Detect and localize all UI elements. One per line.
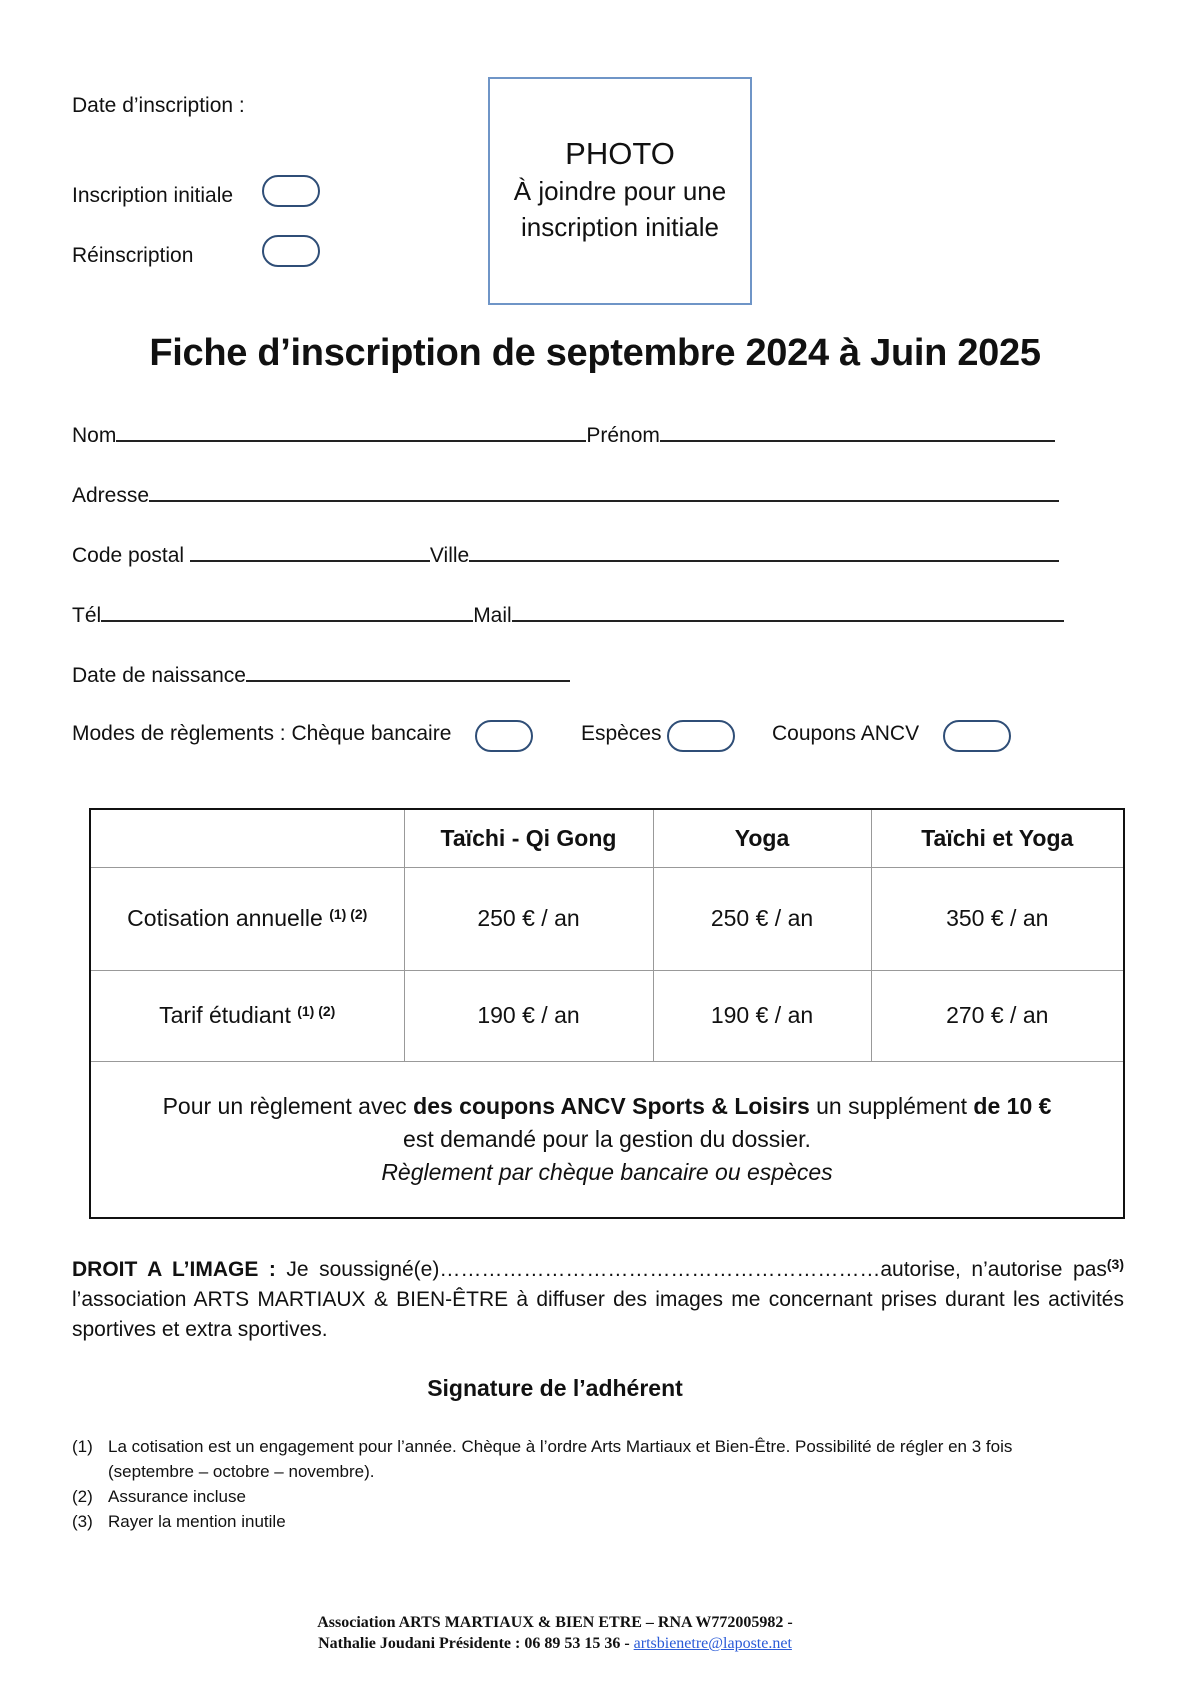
photo-line-1: À joindre pour une — [513, 176, 727, 206]
payment-label: Modes de règlements : Chèque bancaire — [72, 722, 452, 745]
mail-label: Mail — [473, 604, 512, 627]
prenom-field[interactable] — [660, 420, 1055, 442]
ancv-checkbox[interactable] — [943, 720, 1011, 752]
footnote-number: (3) — [72, 1512, 93, 1531]
droit-image-paragraph — [72, 1249, 1124, 1345]
note-bold-amount: de 10 € — [973, 1092, 1052, 1119]
especes-label: Espèces — [581, 722, 662, 745]
reinscription-label: Réinscription — [72, 244, 194, 267]
mail-field[interactable] — [512, 600, 1064, 622]
table-cell: 350 € / an — [871, 867, 1124, 970]
tel-mail-row — [72, 600, 1064, 629]
especes-checkbox[interactable] — [667, 720, 735, 752]
table-header-taichi-yoga: Taïchi et Yoga — [871, 809, 1124, 867]
ville-label: Ville — [429, 544, 470, 567]
naissance-row — [72, 660, 570, 689]
prenom-label: Prénom — [586, 424, 660, 447]
tel-field[interactable] — [101, 600, 473, 622]
inscription-initiale-checkbox[interactable] — [262, 175, 320, 207]
footer-line-2 — [0, 1633, 1110, 1654]
inscription-initiale-label: Inscription initiale — [72, 184, 234, 207]
nom-field[interactable] — [116, 420, 586, 442]
footnote-ref: (1) (2) — [297, 1003, 336, 1019]
tarifs-table — [89, 808, 1125, 1219]
ancv-label: Coupons ANCV — [772, 722, 920, 745]
note-text: Pour un règlement avec — [162, 1092, 414, 1119]
footer-line-1: Association ARTS MARTIAUX & BIEN ETRE – RNA W772005982 - — [317, 1614, 793, 1631]
footnote-text: Rayer la mention inutile — [108, 1512, 286, 1531]
ville-field[interactable] — [469, 540, 1059, 562]
cheque-checkbox[interactable] — [475, 720, 533, 752]
table-header-empty — [90, 809, 404, 867]
code-postal-ville-row — [72, 540, 1059, 569]
nom-prenom-row — [72, 420, 1055, 449]
date-inscription-label: Date d’inscription : — [72, 94, 245, 117]
footer-contact: Nathalie Joudani Présidente : 06 89 53 15 36 - — [318, 1635, 634, 1652]
footnote-2 — [72, 1484, 246, 1509]
footer — [0, 1612, 1110, 1654]
table-header-row — [90, 809, 1124, 867]
signature-label: Signature de l’adhérent — [427, 1375, 683, 1401]
note-text: un supplément — [809, 1092, 974, 1119]
photo-box — [488, 77, 752, 305]
reinscription-checkbox[interactable] — [262, 235, 320, 267]
note-line-2: est demandé pour la gestion du dossier. — [403, 1125, 811, 1152]
note-line-1 — [91, 1090, 1123, 1123]
adresse-row — [72, 480, 1059, 509]
footer-email-link[interactable]: artsbienetre@laposte.net — [633, 1635, 792, 1652]
note-bold-ancv: des coupons ANCV Sports & Loisirs — [413, 1092, 810, 1119]
row-label-cotisation — [90, 867, 404, 970]
nom-label: Nom — [72, 424, 117, 447]
table-cell: 250 € / an — [653, 867, 871, 970]
table-cell: 190 € / an — [404, 970, 653, 1061]
note-line-3: Règlement par chèque bancaire ou espèces — [381, 1158, 833, 1185]
row-label-etudiant — [90, 970, 404, 1061]
adresse-field[interactable] — [149, 480, 1059, 502]
page-title: Fiche d’inscription de septembre 2024 à Juin 2025 — [149, 332, 1041, 374]
photo-title: PHOTO — [565, 136, 675, 171]
photo-line-2: inscription initiale — [521, 212, 719, 242]
footnote-number: (2) — [72, 1487, 93, 1506]
droit-image-text-2: l’association ARTS MARTIAUX & BIEN-ÊTRE à diffuser des images me concernant prises durant les activités sportives et extra sportives. — [72, 1288, 1124, 1341]
row-label-text: Cotisation annuelle — [127, 905, 323, 931]
code-postal-field[interactable] — [190, 540, 430, 562]
naissance-label: Date de naissance — [72, 664, 246, 687]
row-label-text: Tarif étudiant — [159, 1002, 291, 1028]
droit-image-text-1: Je soussigné(e)………………………………………………………autorise, n’autorise pas — [275, 1258, 1107, 1281]
footnote-1 — [72, 1434, 1012, 1459]
table-note-row — [90, 1061, 1124, 1218]
table-row — [90, 867, 1124, 970]
footnote-text: Assurance incluse — [108, 1487, 246, 1506]
table-row — [90, 970, 1124, 1061]
table-cell: 250 € / an — [404, 867, 653, 970]
table-note — [90, 1061, 1124, 1218]
tel-label: Tél — [72, 604, 102, 627]
footnote-3 — [72, 1509, 286, 1534]
footnote-1-cont: (septembre – octobre – novembre). — [108, 1462, 375, 1481]
table-header-yoga: Yoga — [653, 809, 871, 867]
footnote-number: (1) — [72, 1437, 93, 1456]
droit-image-heading: DROIT A L’IMAGE : — [72, 1258, 276, 1281]
code-postal-label: Code postal — [72, 544, 185, 567]
table-cell: 270 € / an — [871, 970, 1124, 1061]
footnote-text: La cotisation est un engagement pour l’année. Chèque à l’ordre Arts Martiaux et Bien-Être. Possibilité de régler en 3 fois — [108, 1437, 1013, 1456]
table-header-taichi: Taïchi - Qi Gong — [404, 809, 653, 867]
footnote-ref: (3) — [1106, 1256, 1124, 1272]
adresse-label: Adresse — [72, 484, 150, 507]
naissance-field[interactable] — [246, 660, 570, 682]
table-cell: 190 € / an — [653, 970, 871, 1061]
footnote-ref: (1) (2) — [329, 906, 368, 922]
